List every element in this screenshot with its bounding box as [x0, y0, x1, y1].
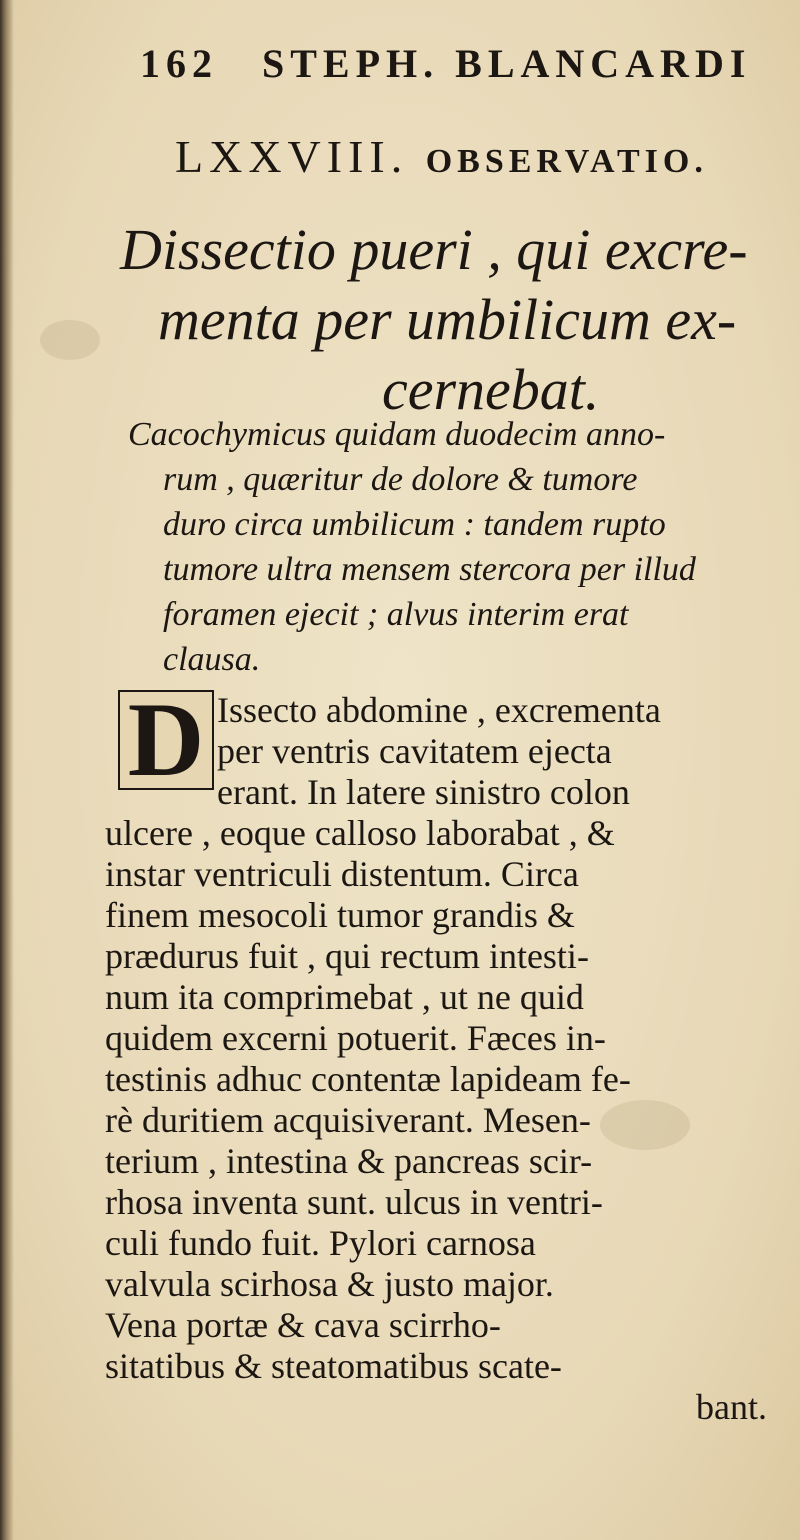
body-line: prædurus fuit , qui rectum intesti- [105, 936, 589, 976]
body-line: sitatibus & steatomatibus scate- [105, 1346, 562, 1386]
body-line: valvula scirhosa & justo major. [105, 1264, 554, 1304]
summary-line: Cacochymicus quidam duodecim anno- [128, 416, 666, 453]
body-line: instar ventriculi distentum. Circa [105, 854, 579, 894]
body-line: rhosa inventa sunt. ulcus in ventri- [105, 1182, 603, 1222]
body-line: finem mesocoli tumor grandis & [105, 895, 575, 935]
body-line: rè duritiem acquisiverant. Mesen- [105, 1100, 591, 1140]
body-text [105, 690, 795, 1428]
body-line: Issecto abdomine , excrementa [217, 690, 661, 730]
summary-line: duro circa umbilicum : tandem rupto [163, 506, 666, 543]
heading-line: cernebat. [382, 357, 600, 422]
page-number: 162 [140, 41, 218, 86]
body-line: Vena portæ & cava scirrho- [105, 1305, 501, 1345]
page-gutter-shadow [0, 0, 14, 1540]
body-line: quidem excerni potuerit. Fæces in- [105, 1018, 606, 1058]
summary-line: tumore ultra mensem stercora per illud [163, 551, 696, 588]
body-line: erant. In latere sinistro colon [217, 772, 630, 812]
body-line: ulcere , eoque calloso laborabat , & [105, 813, 615, 853]
body-line: culi fundo fuit. Pylori carnosa [105, 1223, 536, 1263]
observation-label: OBSERVATIO. [425, 143, 708, 180]
body-line: testinis adhuc contentæ lapideam fe- [105, 1059, 631, 1099]
observation-number: LXXVIII. [175, 131, 409, 182]
summary-line: clausa. [163, 641, 261, 678]
body-line: per ventris cavitatem ejecta [217, 731, 612, 771]
body-line: terium , intestina & pancreas scir- [105, 1141, 593, 1181]
running-head [140, 40, 752, 87]
heading-line: Dissectio pueri , qui excre- [120, 217, 748, 282]
body-line: bant. [696, 1387, 767, 1427]
summary-line: foramen ejecit ; alvus interim erat [163, 596, 629, 633]
observation-title [175, 130, 775, 183]
case-summary [128, 412, 798, 682]
running-head-author: STEPH. BLANCARDI [262, 41, 752, 86]
observation-heading [120, 215, 780, 425]
summary-line: rum , quæritur de dolore & tumore [163, 461, 638, 498]
drop-cap: D [118, 690, 214, 790]
body-line: num ita comprimebat , ut ne quid [105, 977, 584, 1017]
paper-stain [40, 320, 100, 360]
heading-line: menta per umbilicum ex- [158, 287, 737, 352]
